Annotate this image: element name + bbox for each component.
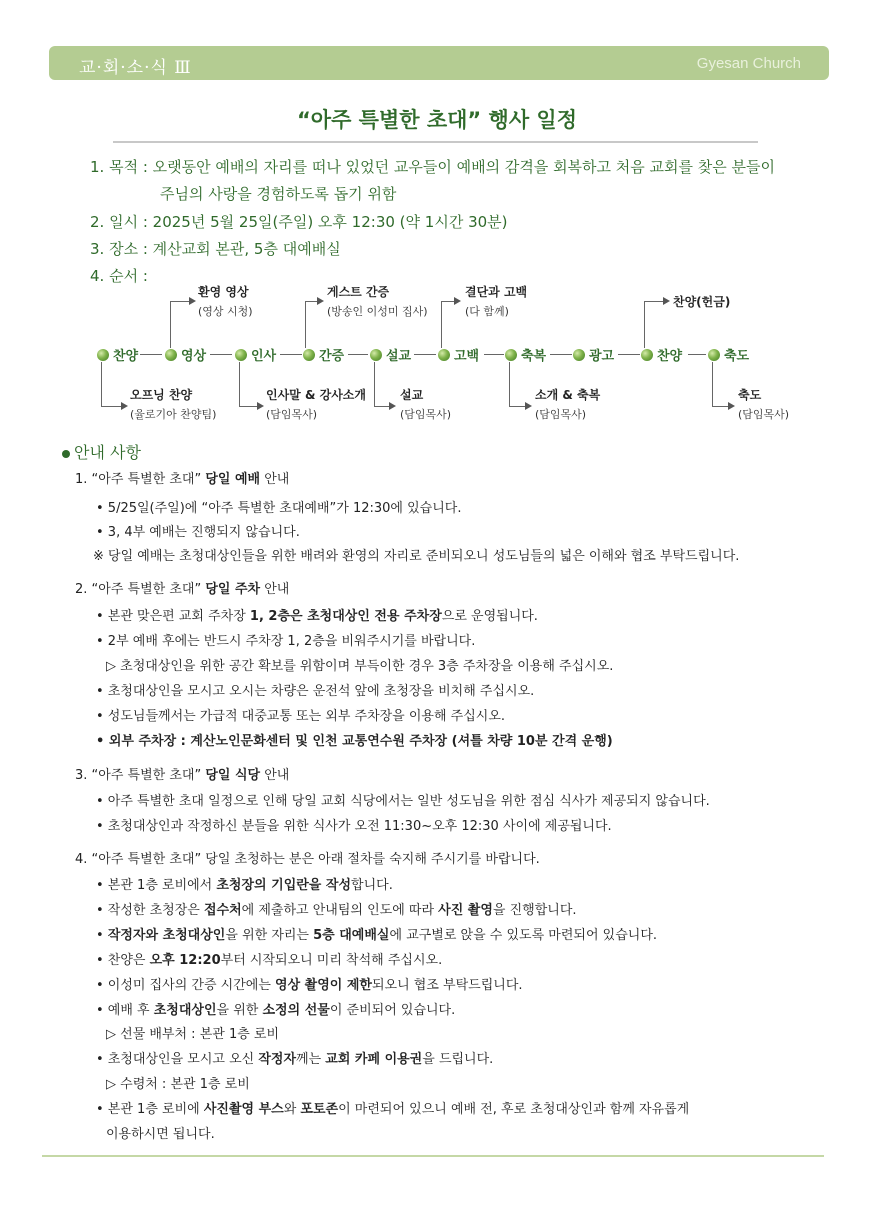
below-label-blessing: 소개 & 축복 <box>535 388 601 402</box>
footer-divider <box>42 1155 824 1157</box>
flow-node-testimony: 간증 <box>303 345 344 364</box>
s1-heading: 1. “아주 특별한 초대” 당일 예배 안내 <box>75 472 290 487</box>
s1-line-1: • 5/25일(주일)에 “아주 특별한 초대예배”가 12:30에 있습니다. <box>96 501 462 516</box>
above-label-praise-offering: 찬양(헌금) <box>673 295 731 309</box>
above-sub-welcome-video: (영상 시청) <box>198 305 253 318</box>
node-dot-icon <box>235 349 247 361</box>
node-dot-icon <box>505 349 517 361</box>
s2-line-6: • 외부 주차장 : 계산노인문화센터 및 인천 교통연수원 주차장 (셔틀 차량 10분 간격 운행) <box>96 734 613 749</box>
purpose-text-2: 주님의 사랑을 경험하도록 돕기 위함 <box>160 185 397 203</box>
below-sub-opening: (율로기아 찬양팀) <box>130 408 217 421</box>
flow-node-blessing: 축복 <box>505 345 546 364</box>
below-sub-benediction: (담임목사) <box>738 408 790 421</box>
above-label-guest-testimony: 게스트 간증 <box>327 285 390 299</box>
branch-line <box>239 406 258 407</box>
flow-connector <box>688 354 706 355</box>
arrow-right-icon <box>317 297 324 305</box>
notice-heading: 안내 사항 <box>62 440 141 463</box>
header-bar <box>49 46 829 80</box>
s3-line-1: • 아주 특별한 초대 일정으로 인해 당일 교회 식당에서는 일반 성도님을 위한 점심 식사가 제공되지 않습니다. <box>96 794 710 809</box>
node-dot-icon <box>165 349 177 361</box>
s4-line-11: 이용하시면 됩니다. <box>106 1127 215 1142</box>
item-purpose <box>90 156 775 204</box>
s2-line-2: • 2부 예배 후에는 반드시 주차장 1, 2층을 비워주시기를 바랍니다. <box>96 634 476 649</box>
branch-line <box>644 301 664 302</box>
church-name: Gyesan Church <box>696 55 801 72</box>
flow-connector <box>210 354 232 355</box>
arrow-right-icon <box>121 402 128 410</box>
s4-line-6: • 예배 후 초청대상인을 위한 소정의 선물이 준비되어 있습니다. <box>96 1003 456 1018</box>
s4-line-9: ▷ 수령처 : 본관 1층 로비 <box>106 1077 250 1092</box>
arrow-right-icon <box>389 402 396 410</box>
flow-node-greeting: 인사 <box>235 345 276 364</box>
above-label-decision: 결단과 고백 <box>465 285 528 299</box>
s4-line-7: ▷ 선물 배부처 : 본관 1층 로비 <box>106 1027 280 1042</box>
date-label: 2. 일시 : <box>90 213 148 231</box>
arrow-right-icon <box>525 402 532 410</box>
s2-line-3: ▷ 초청대상인을 위한 공간 확보를 위함이며 부득이한 경우 3층 주차장을 이용해 주십시오. <box>106 659 614 674</box>
order-flow-diagram <box>0 280 874 430</box>
branch-line <box>509 362 510 406</box>
flow-node-praise: 찬양 <box>97 345 138 364</box>
purpose-label: 1. 목적 : <box>90 158 148 176</box>
order-label: 4. 순서 : <box>90 267 148 285</box>
flow-connector <box>348 354 368 355</box>
node-dot-icon <box>303 349 315 361</box>
below-sub-blessing: (담임목사) <box>535 408 587 421</box>
item-place <box>90 238 341 259</box>
node-dot-icon <box>708 349 720 361</box>
s2-line-5: • 성도님들께서는 가급적 대중교통 또는 외부 주차장을 이용해 주십시오. <box>96 709 506 724</box>
branch-line <box>170 301 190 302</box>
branch-line <box>441 301 442 348</box>
below-label-opening: 오프닝 찬양 <box>130 388 193 402</box>
below-label-sermon: 설교 <box>400 388 424 402</box>
s4-line-2: • 작성한 초청장은 접수처에 제출하고 안내팀의 인도에 따라 사진 촬영을 진행합니다. <box>96 903 577 918</box>
item-date <box>90 211 508 232</box>
date-value: 2025년 5월 25일(주일) 오후 12:30 (약 1시간 30분) <box>152 213 508 231</box>
s4-line-5: • 이성미 집사의 간증 시간에는 영상 촬영이 제한되오니 협조 부탁드립니다. <box>96 978 523 993</box>
s3-line-2: • 초청대상인과 작정하신 분들을 위한 식사가 오전 11:30~오후 12:30 사이에 제공됩니다. <box>96 819 612 834</box>
s4-line-1: • 본관 1층 로비에서 초청장의 기입란을 작성합니다. <box>96 878 393 893</box>
s4-line-3: • 작정자와 초청대상인을 위한 자리는 5층 대예배실에 교구별로 앉을 수 있도록 마련되어 있습니다. <box>96 928 658 943</box>
node-dot-icon <box>97 349 109 361</box>
branch-line <box>374 406 390 407</box>
flow-connector <box>484 354 504 355</box>
branch-line <box>712 362 713 406</box>
node-dot-icon <box>641 349 653 361</box>
branch-line <box>305 301 306 348</box>
below-sub-sermon: (담임목사) <box>400 408 452 421</box>
s1-line-3: ※ 당일 예배는 초청대상인들을 위한 배려와 환영의 자리로 준비되오니 성도님들의 넓은 이해와 협조 부탁드립니다. <box>93 549 740 564</box>
place-label: 3. 장소 : <box>90 240 148 258</box>
node-dot-icon <box>370 349 382 361</box>
flow-connector <box>280 354 302 355</box>
arrow-right-icon <box>257 402 264 410</box>
branch-line <box>101 362 102 406</box>
node-dot-icon <box>573 349 585 361</box>
arrow-right-icon <box>189 297 196 305</box>
branch-line <box>644 301 645 348</box>
title-divider <box>113 141 758 143</box>
s4-line-4: • 찬양은 오후 12:20부터 시작되오니 미리 착석해 주십시오. <box>96 953 443 968</box>
flow-node-praise-2: 찬양 <box>641 345 682 364</box>
s4-heading: 4. “아주 특별한 초대” 당일 초청하는 분은 아래 절차를 숙지해 주시기를 바랍니다. <box>75 852 540 867</box>
s2-line-1: • 본관 맞은편 교회 주차장 1, 2층은 초청대상인 전용 주차장으로 운영됩니다. <box>96 609 538 624</box>
s4-line-10: • 본관 1층 로비에 사진촬영 부스와 포토존이 마련되어 있으니 예배 전, 후로 초청대상인과 함께 자유롭게 <box>96 1102 690 1117</box>
above-sub-guest-testimony: (방송인 이성미 집사) <box>327 305 428 318</box>
arrow-right-icon <box>728 402 735 410</box>
branch-line <box>170 301 171 348</box>
section-title: 교·회·소·식 Ⅲ <box>79 58 192 78</box>
page-title: “아주 특별한 초대” 행사 일정 <box>297 108 577 132</box>
s2-heading: 2. “아주 특별한 초대” 당일 주차 안내 <box>75 582 290 597</box>
flow-connector <box>618 354 640 355</box>
s4-line-8: • 초청대상인을 모시고 오신 작정자께는 교회 카페 이용권을 드립니다. <box>96 1052 494 1067</box>
branch-line <box>374 362 375 406</box>
node-dot-icon <box>438 349 450 361</box>
below-label-greeting: 인사말 & 강사소개 <box>266 388 366 402</box>
flow-connector <box>140 354 162 355</box>
s2-line-4: • 초청대상인을 모시고 오시는 차량은 운전석 앞에 초청장을 비치해 주십시오. <box>96 684 535 699</box>
flow-node-confession: 고백 <box>438 345 479 364</box>
flow-connector <box>550 354 572 355</box>
above-label-welcome-video: 환영 영상 <box>198 285 249 299</box>
flow-node-sermon: 설교 <box>370 345 411 364</box>
arrow-right-icon <box>663 297 670 305</box>
purpose-text: 오랫동안 예배의 자리를 떠나 있었던 교우들이 예배의 감격을 회복하고 처음 교회를 찾은 분들이 <box>152 158 776 176</box>
branch-line <box>101 406 122 407</box>
s1-line-2: • 3, 4부 예배는 진행되지 않습니다. <box>96 525 300 540</box>
bullet-icon <box>62 450 70 458</box>
above-sub-decision: (다 함께) <box>465 305 509 318</box>
flow-node-video: 영상 <box>165 345 206 364</box>
flow-node-benediction: 축도 <box>708 345 749 364</box>
place-value: 계산교회 본관, 5층 대예배실 <box>152 240 341 258</box>
below-sub-greeting: (담임목사) <box>266 408 318 421</box>
s3-heading: 3. “아주 특별한 초대” 당일 식당 안내 <box>75 768 290 783</box>
flow-connector <box>414 354 436 355</box>
arrow-right-icon <box>454 297 461 305</box>
branch-line <box>239 362 240 406</box>
below-label-benediction: 축도 <box>738 388 762 402</box>
branch-line <box>509 406 526 407</box>
branch-line <box>712 406 729 407</box>
flow-node-announcement: 광고 <box>573 345 614 364</box>
branch-line <box>441 301 455 302</box>
